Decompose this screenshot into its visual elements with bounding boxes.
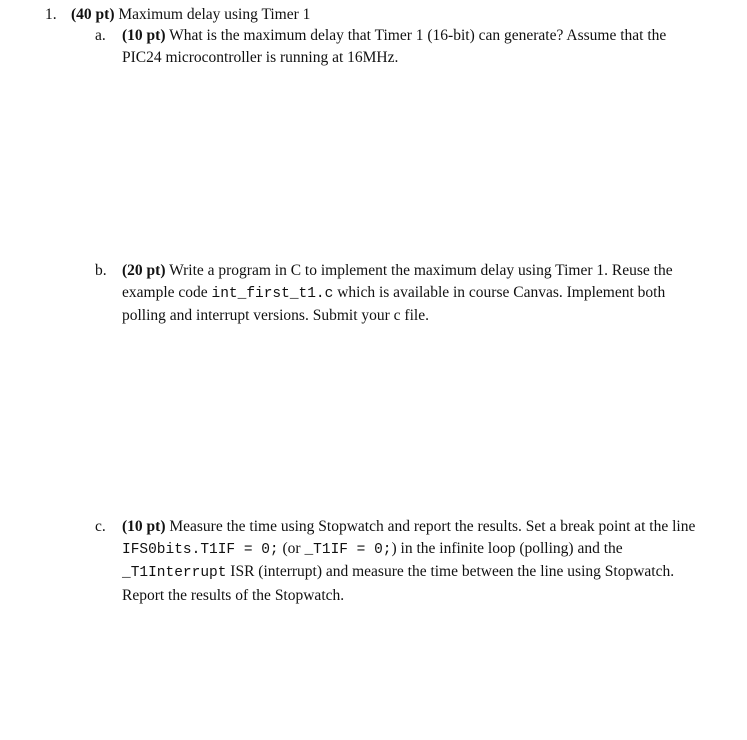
question-points: (40 pt)	[71, 6, 115, 23]
question-number: 1.	[45, 6, 57, 23]
part-a-points: (10 pt)	[122, 27, 166, 44]
part-c-line3-post: ISR (interrupt) and measure the time between the line using Stopwatch.	[226, 563, 675, 580]
part-c-code-ifs0bits: IFS0bits.T1IF = 0;	[122, 541, 279, 558]
part-c-label: c.	[95, 518, 106, 535]
part-c-code-t1if: _T1IF = 0;	[304, 541, 392, 558]
question-heading	[45, 4, 311, 26]
part-b-line2-pre: example code	[122, 283, 212, 301]
part-b-line2-post: which is available in course Canvas. Implement both	[333, 283, 666, 301]
part-c-code-t1interrupt: _T1Interrupt	[122, 565, 227, 581]
part-a-label: a.	[95, 27, 106, 44]
part-b-label: b.	[95, 262, 107, 279]
part-c-line1: Measure the time using Stopwatch and report the results. Set a break point at the line	[169, 518, 696, 535]
part-b-code-filename: int_first_t1.c	[211, 285, 334, 302]
part-b-line3: polling and interrupt versions. Submit your c file.	[122, 307, 429, 324]
part-c-points: (10 pt)	[122, 518, 166, 535]
part-b-points: (20 pt)	[122, 262, 166, 279]
part-b-line1: Write a program in C to implement the maximum delay using Timer 1. Reuse the	[169, 262, 673, 279]
part-c-line4: Report the results of the Stopwatch.	[122, 586, 345, 604]
part-c-line2-post: ) in the infinite loop (polling) and the	[391, 539, 623, 557]
part-c-line2-mid: (or	[278, 539, 305, 557]
part-a-line2: PIC24 microcontroller is running at 16MHz.	[122, 48, 399, 66]
part-a-line1: What is the maximum delay that Timer 1 (16-bit) can generate? Assume that the	[169, 27, 667, 44]
question-title: Maximum delay using Timer 1	[118, 6, 311, 23]
